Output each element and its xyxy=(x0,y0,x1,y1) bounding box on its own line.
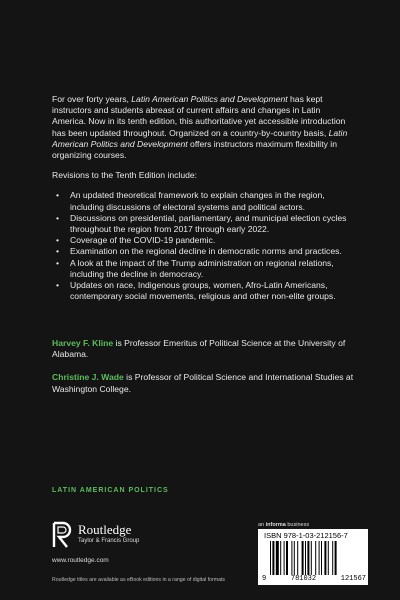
author-name: Harvey F. Kline xyxy=(52,338,114,348)
ebook-note: Routledge titles are available as eBook editions in a range of digital formats xyxy=(52,577,226,583)
isbn-label: ISBN 978-1-03-212156-7 xyxy=(264,531,348,540)
description-block xyxy=(52,94,352,302)
publisher-url[interactable]: www.routledge.com xyxy=(52,557,109,564)
intro-text: offers instructors maximum flexibility in organizing courses. xyxy=(52,138,337,161)
informa-prefix: an xyxy=(258,522,266,528)
informa-suffix: business xyxy=(285,522,310,528)
informa-tagline xyxy=(258,522,309,528)
publisher-group: Taylor & Francis Group xyxy=(78,538,140,544)
revision-item: • Examination on the regional decline in democratic norms and practices. xyxy=(70,246,352,257)
intro-text: has kept instructors and students abreast of current affairs and changes in Latin America. Now in its tenth edition, this authoritative yet accessible introduction has been updated throughout. Organized on a country-by-country basis, xyxy=(52,94,346,138)
revision-item: • Discussions on presidential, parliamentary, and municipal election cycles throughout the region from 2017 through early 2022. xyxy=(70,213,352,235)
isbn-barcode xyxy=(258,529,368,585)
author-bios xyxy=(52,338,362,407)
book-title-italic: Latin American Politics and Development xyxy=(52,127,348,149)
informa-brand: informa xyxy=(265,522,286,528)
series-label: LATIN AMERICAN POLITICS xyxy=(52,487,169,494)
publisher-name: Routledge xyxy=(78,522,132,537)
intro-text: For over forty years, xyxy=(52,94,132,104)
book-title-italic: Latin American Politics and Development xyxy=(131,94,288,104)
author-bio xyxy=(52,338,362,360)
author-description: is Professor Emeritus of Political Science at the University of Alabama. xyxy=(52,338,346,360)
revisions-list xyxy=(52,190,352,302)
publisher-block xyxy=(52,519,182,563)
revision-item: • A look at the impact of the Trump administration on regional relations, including the decline in democracy. xyxy=(70,258,352,280)
intro-paragraph xyxy=(52,94,352,161)
author-bio xyxy=(52,372,362,394)
author-description: is Professor of Political Science and International Studies at Washington College. xyxy=(52,372,354,394)
author-name: Christine J. Wade xyxy=(52,372,124,383)
barcode-icon xyxy=(270,541,360,575)
revision-item: • Updates on race, Indigenous groups, women, Afro-Latin Americans, contemporary social movements, religious and other non-elite groups. xyxy=(70,280,352,302)
barcode-digit-group: 121567 xyxy=(340,575,366,583)
revision-item: • Coverage of the COVID-19 pandemic. xyxy=(70,235,352,246)
revision-item: • An updated theoretical framework to explain changes in the region, including discussions of electoral systems and political actors. xyxy=(70,190,352,212)
barcode-digit-group: 9 xyxy=(262,575,267,583)
revisions-heading: Revisions to the Tenth Edition include: xyxy=(52,170,198,181)
routledge-logo-icon xyxy=(52,521,72,549)
barcode-digits xyxy=(262,575,366,583)
barcode-digit-group: 781032 xyxy=(290,575,317,583)
